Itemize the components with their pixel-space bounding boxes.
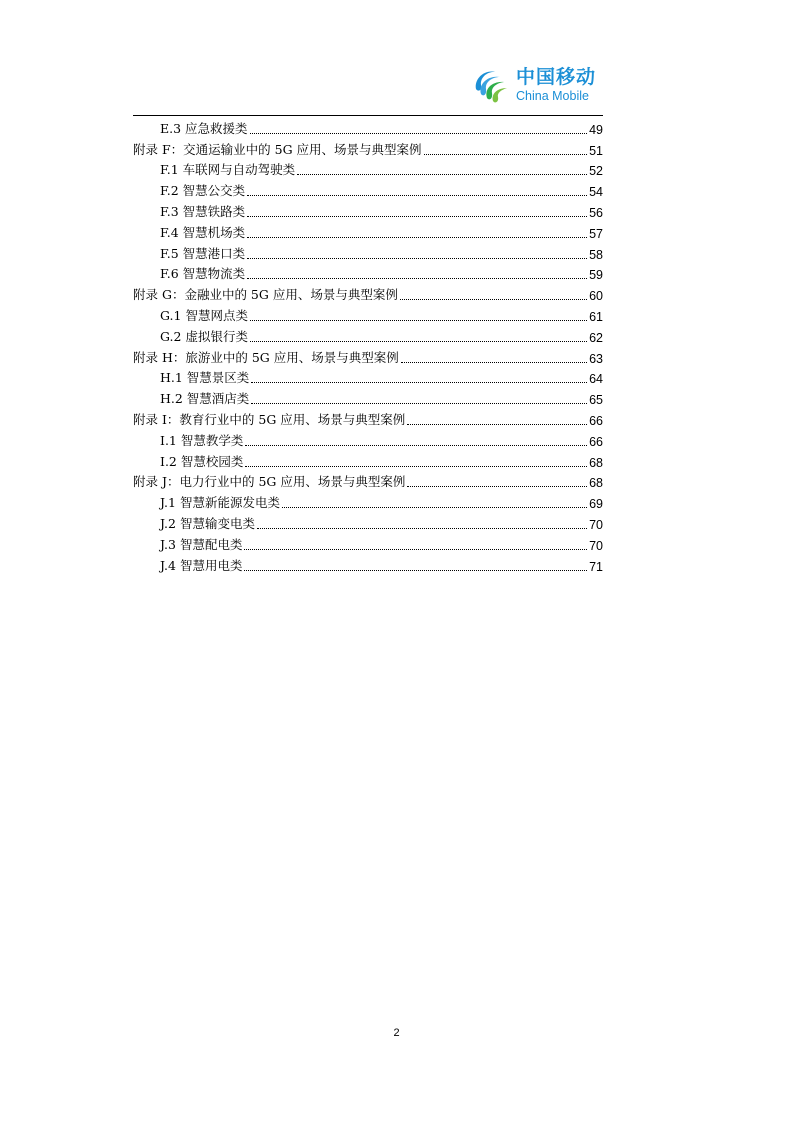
toc-entry-appendix[interactable] bbox=[133, 138, 603, 159]
toc-entry-section[interactable] bbox=[133, 450, 603, 471]
toc-entry-label: J.2 智慧输变电类 bbox=[160, 515, 255, 531]
toc-entry-label: E.3 应急救援类 bbox=[160, 120, 248, 136]
toc-entry-section[interactable] bbox=[133, 179, 603, 200]
toc-dot-leader bbox=[282, 507, 587, 508]
toc-entry-label: I.2 智慧校园类 bbox=[160, 453, 244, 469]
toc-dot-leader bbox=[247, 216, 587, 217]
toc-dot-leader bbox=[245, 466, 587, 467]
toc-entry-section[interactable] bbox=[133, 512, 603, 533]
toc-dot-leader bbox=[250, 341, 587, 342]
toc-entry-label: J.3 智慧配电类 bbox=[160, 536, 243, 552]
toc-entry-label: F.6 智慧物流类 bbox=[160, 266, 246, 282]
toc-entry-page: 69 bbox=[589, 497, 603, 512]
toc-dot-leader bbox=[251, 382, 587, 383]
toc-dot-leader bbox=[247, 278, 587, 279]
toc-dot-leader bbox=[244, 549, 587, 550]
toc-entry-page: 66 bbox=[589, 434, 603, 449]
toc-entry-section[interactable] bbox=[133, 387, 603, 408]
toc-entry-label: 附录 F：交通运输业中的 5G 应用、场景与典型案例 bbox=[133, 141, 422, 157]
toc-entry-page: 65 bbox=[589, 393, 603, 408]
china-mobile-swirl-icon bbox=[470, 65, 510, 105]
toc-entry-section[interactable] bbox=[133, 263, 603, 284]
header-divider bbox=[133, 115, 603, 116]
toc-entry-appendix[interactable] bbox=[133, 283, 603, 304]
toc-entry-label: F.3 智慧铁路类 bbox=[160, 203, 246, 219]
toc-entry-section[interactable] bbox=[133, 554, 603, 575]
toc-entry-page: 49 bbox=[589, 122, 603, 137]
toc-entry-label: F.4 智慧机场类 bbox=[160, 224, 246, 240]
toc-entry-section[interactable] bbox=[133, 429, 603, 450]
toc-entry-page: 59 bbox=[589, 268, 603, 283]
toc-entry-section[interactable] bbox=[133, 533, 603, 554]
toc-entry-label: 附录 I：教育行业中的 5G 应用、场景与典型案例 bbox=[133, 411, 406, 427]
toc-entry-page: 70 bbox=[589, 517, 603, 532]
toc-dot-leader bbox=[257, 528, 587, 529]
toc-dot-leader bbox=[297, 174, 587, 175]
toc-entry-section[interactable] bbox=[133, 221, 603, 242]
toc-entry-page: 61 bbox=[589, 309, 603, 324]
toc-entry-page: 71 bbox=[589, 559, 603, 574]
toc-entry-label: 附录 G：金融业中的 5G 应用、场景与典型案例 bbox=[133, 287, 398, 303]
toc-entry-label: G.1 智慧网点类 bbox=[160, 307, 248, 323]
toc-entry-label: J.1 智慧新能源发电类 bbox=[160, 495, 280, 511]
toc-entry-page: 68 bbox=[589, 455, 603, 470]
toc-dot-leader bbox=[250, 133, 588, 134]
toc-entry-label: F.5 智慧港口类 bbox=[160, 245, 246, 261]
toc-entry-label: 附录 J：电力行业中的 5G 应用、场景与典型案例 bbox=[133, 474, 406, 490]
toc-entry-label: H.2 智慧酒店类 bbox=[160, 391, 250, 407]
toc-entry-section[interactable] bbox=[133, 491, 603, 512]
toc-entry-section[interactable] bbox=[133, 200, 603, 221]
toc-entry-page: 58 bbox=[589, 247, 603, 262]
toc-entry-page: 51 bbox=[589, 143, 603, 158]
toc-entry-appendix[interactable] bbox=[133, 408, 603, 429]
logo-english-text: China Mobile bbox=[516, 88, 589, 103]
toc-entry-section[interactable] bbox=[133, 367, 603, 388]
toc-entry-page: 62 bbox=[589, 330, 603, 345]
toc-entry-page: 54 bbox=[589, 185, 603, 200]
toc-dot-leader bbox=[244, 570, 587, 571]
toc-entry-page: 70 bbox=[589, 538, 603, 553]
toc-dot-leader bbox=[251, 403, 587, 404]
toc-entry-page: 57 bbox=[589, 226, 603, 241]
toc-entry-section[interactable] bbox=[133, 242, 603, 263]
toc-entry-page: 63 bbox=[589, 351, 603, 366]
toc-entry-section[interactable] bbox=[133, 325, 603, 346]
toc-dot-leader bbox=[247, 258, 587, 259]
toc-entry-page: 52 bbox=[589, 164, 603, 179]
toc-entry-appendix[interactable] bbox=[133, 346, 603, 367]
toc-entry-section[interactable] bbox=[133, 159, 603, 180]
toc-dot-leader bbox=[400, 299, 587, 300]
toc-dot-leader bbox=[407, 424, 587, 425]
toc-entry-label: 附录 H：旅游业中的 5G 应用、场景与典型案例 bbox=[133, 349, 399, 365]
toc-dot-leader bbox=[247, 237, 587, 238]
toc-entry-label: J.4 智慧用电类 bbox=[160, 557, 243, 573]
toc-entry-label: G.2 虚拟银行类 bbox=[160, 328, 248, 344]
toc-entry-label: F.1 车联网与自动驾驶类 bbox=[160, 162, 296, 178]
toc-entry-label: I.1 智慧教学类 bbox=[160, 432, 244, 448]
toc-entry-page: 56 bbox=[589, 205, 603, 220]
toc-entry-label: H.1 智慧景区类 bbox=[160, 370, 250, 386]
toc-entry-section[interactable] bbox=[133, 117, 603, 138]
table-of-contents bbox=[133, 117, 603, 575]
toc-entry-page: 68 bbox=[589, 476, 603, 491]
page-number: 2 bbox=[393, 1027, 400, 1039]
toc-entry-page: 64 bbox=[589, 372, 603, 387]
china-mobile-logo bbox=[470, 64, 600, 106]
toc-entry-page: 60 bbox=[589, 289, 603, 304]
toc-entry-appendix[interactable] bbox=[133, 471, 603, 492]
toc-dot-leader bbox=[245, 445, 587, 446]
logo-chinese-text: 中国移动 bbox=[516, 65, 597, 88]
toc-dot-leader bbox=[424, 154, 588, 155]
toc-dot-leader bbox=[247, 195, 587, 196]
toc-dot-leader bbox=[250, 320, 587, 321]
toc-dot-leader bbox=[407, 486, 587, 487]
toc-entry-section[interactable] bbox=[133, 304, 603, 325]
toc-entry-label: F.2 智慧公交类 bbox=[160, 183, 246, 199]
toc-dot-leader bbox=[401, 362, 587, 363]
toc-entry-page: 66 bbox=[589, 413, 603, 428]
